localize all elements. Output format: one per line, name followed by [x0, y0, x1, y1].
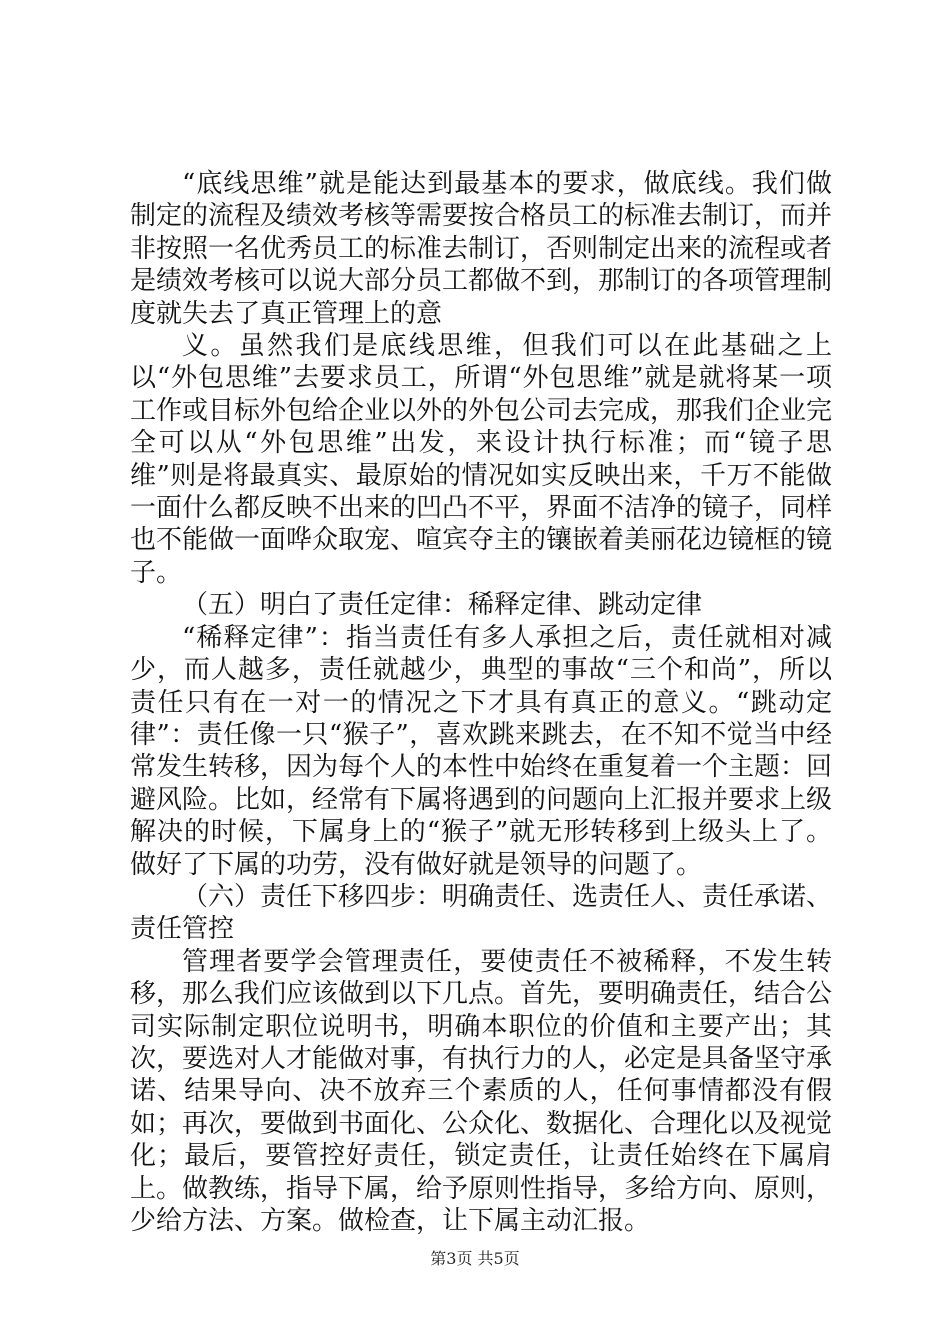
paragraph-managing-responsibility: 管理者要学会管理责任，要使责任不被稀释，不发生转移，那么我们应该做到以下几点。首先，要明确责任，结合公司实际制定职位说明书，明确本职位的价值和主要产出；其次，要选对人才能做对事，有执行力的人，必定是具备坚守承诺、结果导向、决不放弃三个素质的人，任何事情都没有假如；再次，要做到书面化、公众化、数据化、合理化以及视觉化；最后，要管控好责任，锁定责任，让责任始终在下属肩上。做教练，指导下属，给予原则性指导，多给方向、原则，少给方法、方案。做检查，让下属主动汇报。 — [130, 946, 833, 1236]
page-number: 第3页 共5页 — [430, 1249, 520, 1268]
paragraph-bottom-line-thinking: “底线思维”就是能达到最基本的要求，做底线。我们做制定的流程及绩效考核等需要按合格员工的标准去制订，而并非按照一名优秀员工的标准去制订，否则制定出来的流程或者是绩效考核可以说大部分员工都做不到，那制订的各项管理制度就失去了真正管理上的意 — [130, 169, 833, 329]
section-heading-four-steps: （六）责任下移四步：明确责任、选责任人、责任承诺、责任管控 — [130, 881, 833, 945]
section-heading-responsibility-laws: （五）明白了责任定律：稀释定律、跳动定律 — [182, 590, 703, 621]
document-body — [130, 168, 832, 1237]
paragraph-outsourcing-mirror-thinking: 义。虽然我们是底线思维，但我们可以在此基础之上以“外包思维”去要求员工，所谓“外包思维”就是就将某一项工作或目标外包给企业以外的外包公司去完成，那我们企业完全可以从“外包思维”出发，来设计执行标准；而“镜子思维”则是将最真实、最原始的情况如实反映出来，千万不能做一面什么都反映不出来的凹凸不平，界面不洁净的镜子，同样也不能做一面哗众取宠、喧宾夺主的镶嵌着美丽花边镜框的镜子。 — [130, 331, 833, 588]
paragraph-dilution-jump-laws: “稀释定律”：指当责任有多人承担之后，责任就相对减少，而人越多，责任就越少，典型的事故“三个和尚”，所以责任只有在一对一的情况之下才具有真正的意义。“跳动定律”：责任像一只“猴子”，喜欢跳来跳去，在不知不觉当中经常发生转移，因为每个人的本性中始终在重复着一个主题：回避风险。比如，经常有下属将遇到的问题向上汇报并要求上级解决的时候，下属身上的“猴子”就无形转移到上级头上了。做好了下属的功劳，没有做好就是领导的问题了。 — [130, 622, 833, 880]
page-footer — [0, 1246, 950, 1269]
